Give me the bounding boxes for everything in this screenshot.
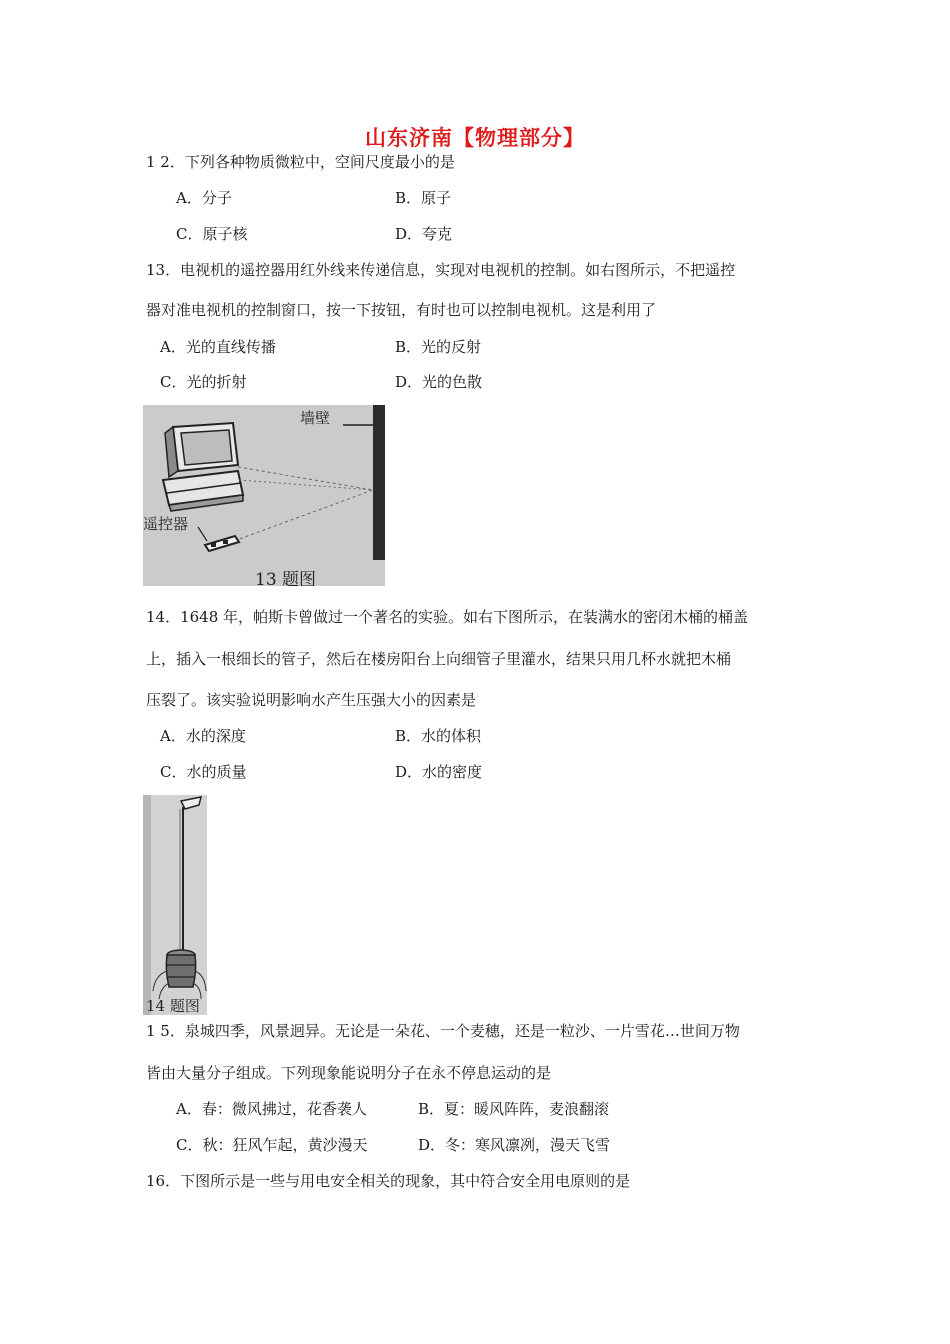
q13-option-d: D．光的色散 (395, 373, 483, 391)
q12-option-a: A．分子 (176, 189, 232, 207)
q12-option-d: D．夸克 (395, 225, 453, 243)
q15-option-c: C．秋：狂风乍起，黄沙漫天 (176, 1136, 368, 1154)
q14-stem-line-3: 压裂了。该实验说明影响水产生压强大小的因素是 (146, 691, 477, 709)
q14-figure-caption: 14 题图 (146, 997, 200, 1015)
q15-stem-line-1: 1 5．泉城四季，风景迥异。无论是一朵花、一个麦穗，还是一粒沙、一片雪花…世间万物 (146, 1022, 740, 1040)
q14-option-a: A．水的深度 (160, 727, 246, 745)
q12-option-c: C．原子核 (176, 225, 248, 243)
q15-option-b: B．夏：暖风阵阵，麦浪翻滚 (418, 1100, 610, 1118)
q15-stem-line-2: 皆由大量分子组成。下列现象能说明分子在永不停息运动的是 (146, 1064, 552, 1082)
pascal-barrel-illustration (143, 795, 207, 1015)
q13-figure (143, 405, 385, 586)
q15-option-d: D．冬：寒风凛冽，漫天飞雪 (418, 1136, 611, 1154)
wall-shape (373, 405, 385, 560)
tv-remote-wall-illustration (143, 405, 385, 586)
q13-option-c: C．光的折射 (160, 373, 247, 391)
q12-stem: 1 2．下列各种物质微粒中，空间尺度最小的是 (146, 153, 455, 171)
q14-option-c: C．水的质量 (160, 763, 247, 781)
barrel-icon (166, 950, 195, 987)
q14-stem-line-1: 14．1648 年，帕斯卡曾做过一个著名的实验。如右下图所示，在装满水的密闭木桶的桶盖 (146, 608, 749, 626)
wall-label: 墙壁 (300, 409, 331, 427)
q15-option-a: A．春：微风拂过，花香袭人 (176, 1100, 367, 1118)
q16-stem: 16．下图所示是一些与用电安全相关的现象，其中符合安全用电原则的是 (146, 1172, 631, 1190)
q14-figure (143, 795, 207, 1015)
q14-option-b: B．水的体积 (395, 727, 482, 745)
q14-option-d: D．水的密度 (395, 763, 483, 781)
q13-stem-line-1: 13．电视机的遥控器用红外线来传递信息，实现对电视机的控制。如右图所示，不把遥控 (146, 261, 736, 279)
q13-figure-caption: 13 题图 (255, 570, 317, 586)
q14-stem-line-2: 上，插入一根细长的管子，然后在楼房阳台上向细管子里灌水，结果只用几杯水就把木桶 (146, 650, 732, 668)
q13-stem-line-2: 器对准电视机的控制窗口，按一下按钮，有时也可以控制电视机。这是利用了 (146, 301, 657, 319)
q13-option-b: B．光的反射 (395, 338, 482, 356)
q12-option-b: B．原子 (395, 189, 452, 207)
q13-option-a: A．光的直线传播 (160, 338, 276, 356)
remote-label: 遥控器 (143, 515, 189, 533)
page-title: 山东济南【物理部分】 (365, 125, 585, 150)
